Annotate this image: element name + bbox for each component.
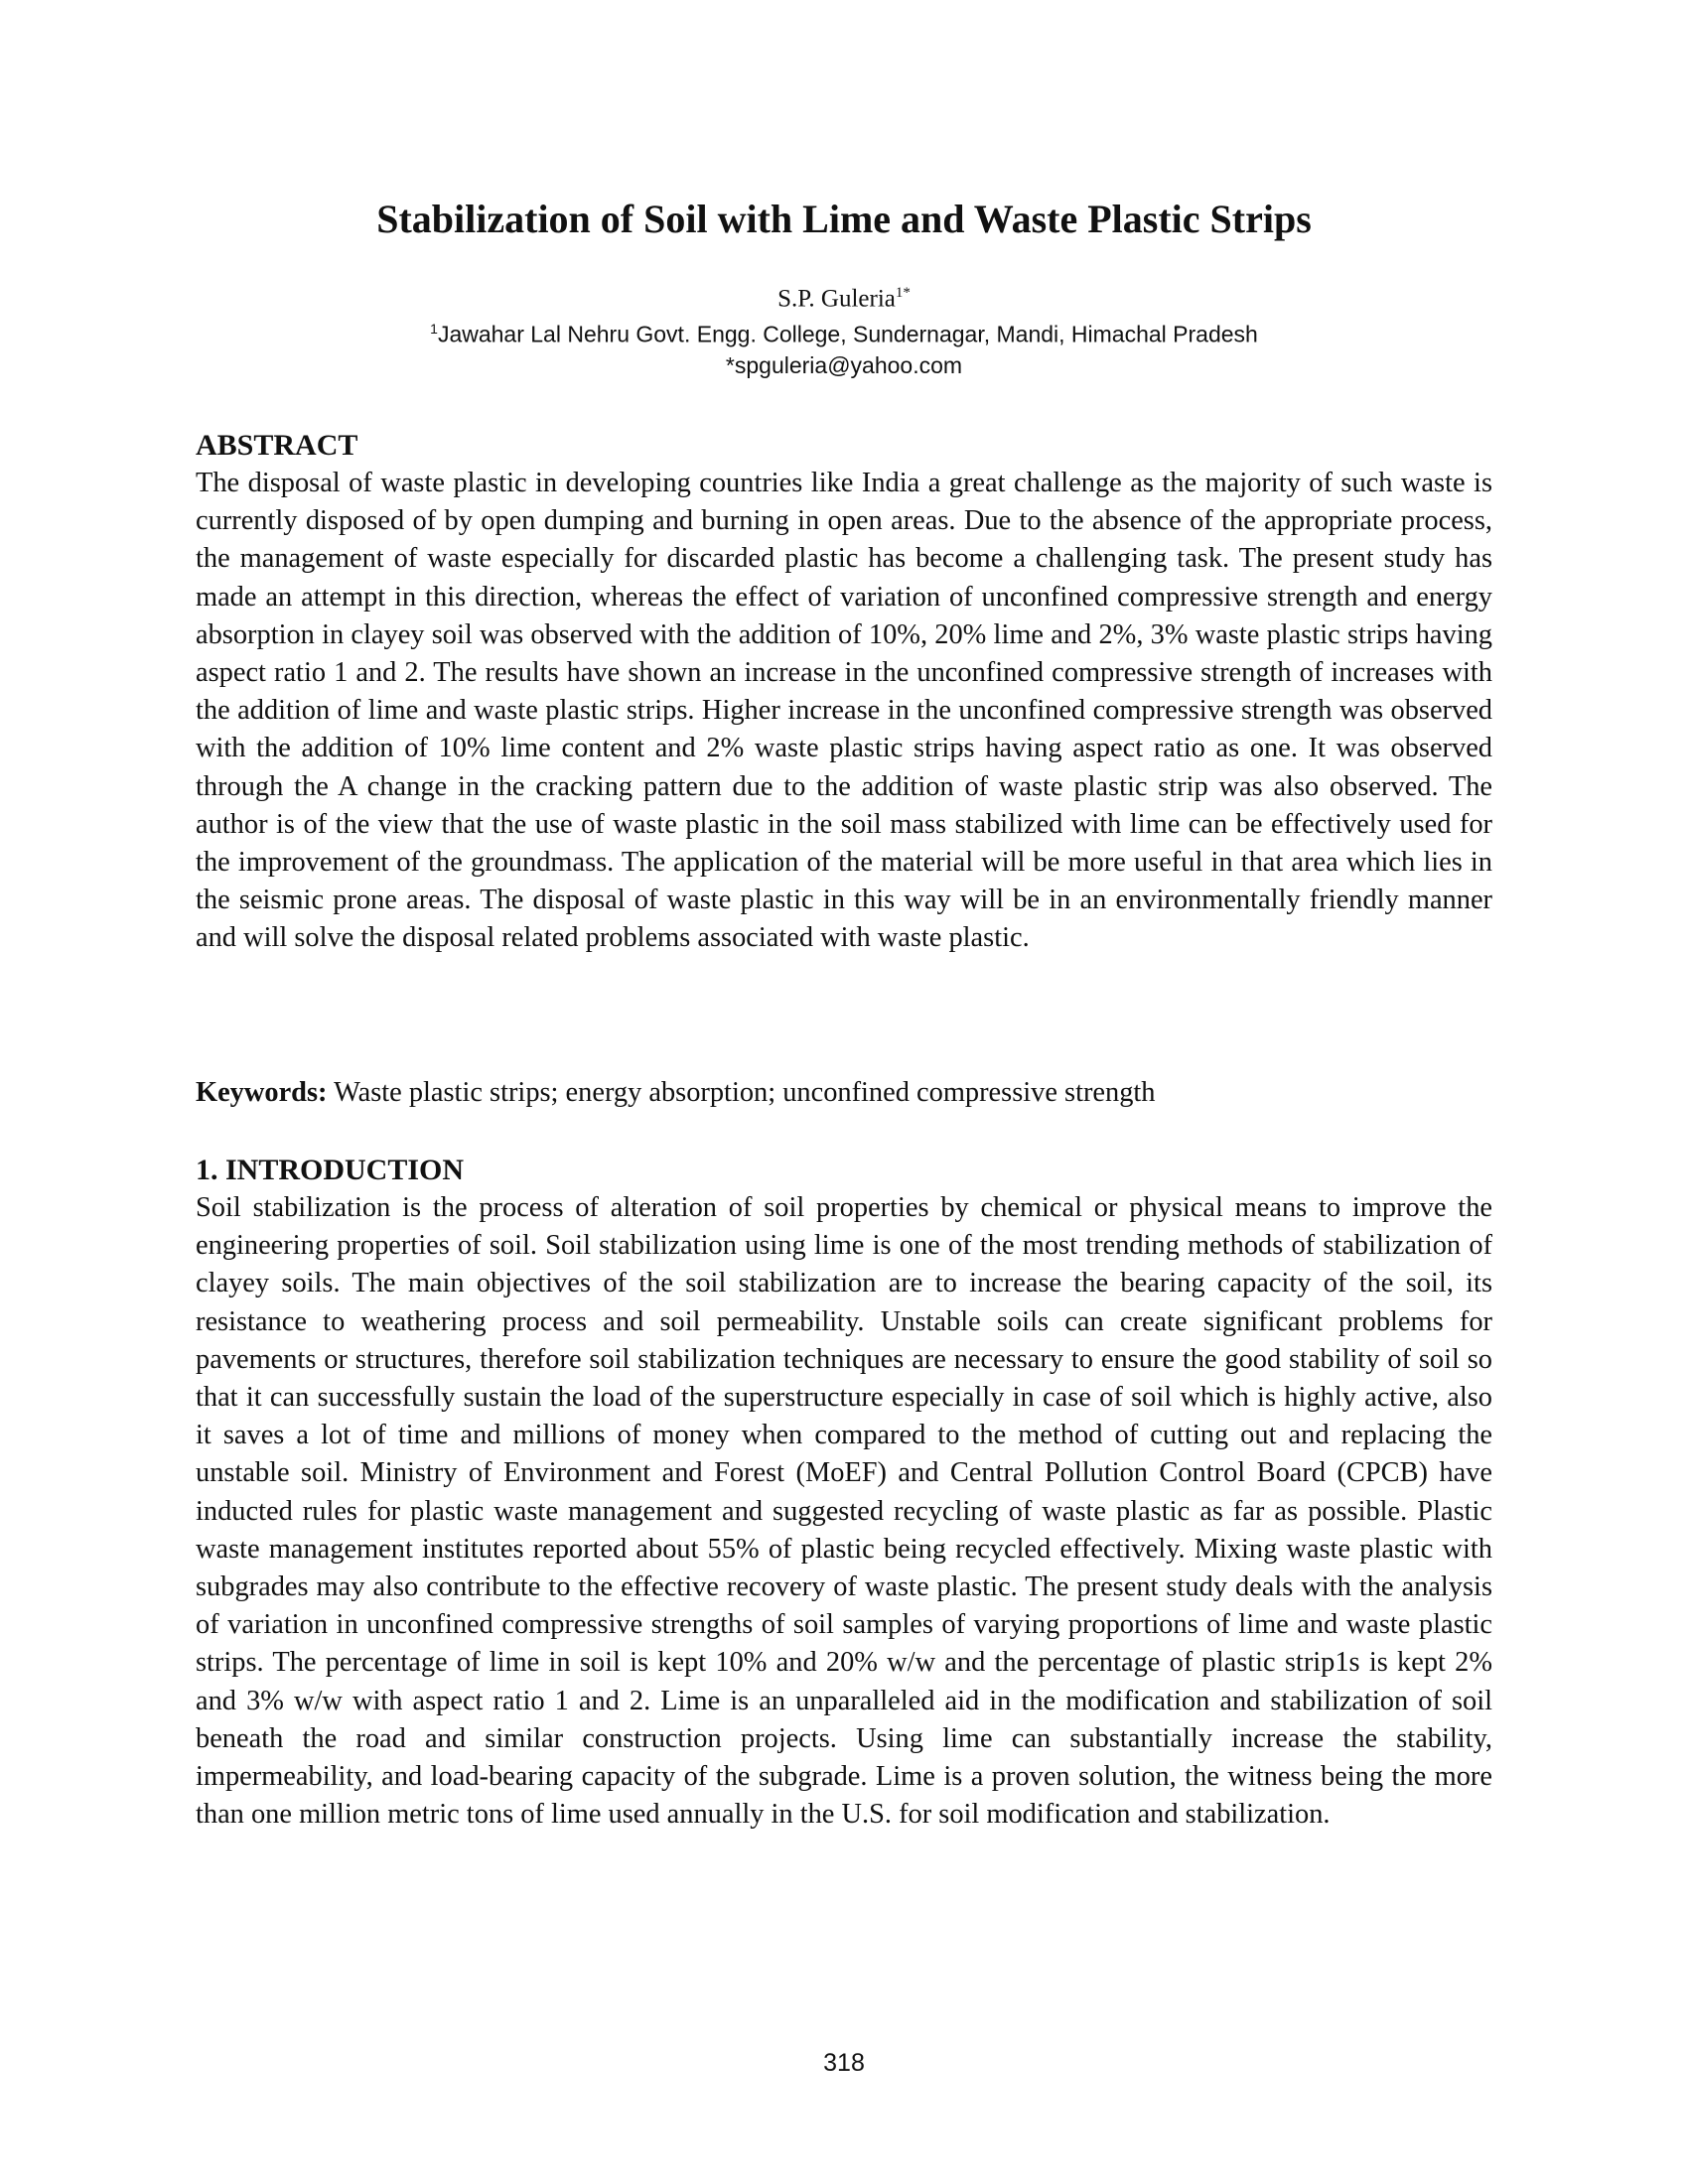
paper-title: Stabilization of Soil with Lime and Waste Plastic Strips xyxy=(376,197,1312,241)
introduction-text: Soil stabilization is the process of alteration of soil properties by chemical or physical means to improve the engineering properties of soil. Soil stabilization using lime is one of the most trending methods of stabilization of clayey soils. The main objectives of the soil stabilization are to increase the bearing capacity of the soil, its resistance to weathering process and soil permeability. Unstable soils can create significant problems for pavements or structures, therefore soil stabilization techniques are necessary to ensure the good stability of soil so that it can successfully sustain the load of the superstructure especially in case of soil which is highly active, also it saves a lot of time and millions of money when compared to the method of cutting out and replacing the unstable soil. Ministry of Environment and Forest (MoEF) and Central Pollution Control Board (CPCB) have inducted rules for plastic waste management and suggested recycling of waste plastic as far as possible. Plastic waste management institutes reported about 55% of plastic being recycled effectively. Mixing waste plastic with subgrades may also contribute to the effective recovery of waste plastic. The present study deals with the analysis of variation in unconfined compressive strengths of soil samples of varying proportions of lime and waste plastic strips. The percentage of lime in soil is kept 10% and 20% w/w and the percentage of plastic strip1s is kept 2% and 3% w/w with aspect ratio 1 and 2. Lime is an unparalleled aid in the modification and stabilization of soil beneath the road and similar construction projects. Using lime can substantially increase the stability, impermeability, and load-bearing capacity of the subgrade. Lime is a proven solution, the witness being the more than one million metric tons of lime used annually in the U.S. for soil modification and stabilization. xyxy=(196,1192,1492,1831)
author-email: *spguleria@yahoo.com xyxy=(725,351,963,378)
affiliation-superscript: 1 xyxy=(430,321,438,338)
abstract-section xyxy=(196,427,1492,958)
affiliation: Jawahar Lal Nehru Govt. Engg. College, Sundernagar, Mandi, Himachal Pradesh xyxy=(437,321,1258,347)
author-name: S.P. Guleria xyxy=(777,285,896,313)
keywords-label: Keywords: xyxy=(196,1077,328,1108)
introduction-section xyxy=(196,1152,1492,1834)
abstract-heading: ABSTRACT xyxy=(196,429,358,462)
keywords-section xyxy=(196,1074,1492,1112)
author-line xyxy=(298,278,1390,314)
abstract-text: The disposal of waste plastic in developing countries like India a great challenge as the majority of such waste is currently disposed of by open dumping and burning in open areas. Due to the absence of the appropriate process, the management of waste especially for discarded plastic has become a challenging task. The present study has made an attempt in this direction, whereas the effect of variation of unconfined compressive strength and energy absorption in clayey soil was observed with the addition of 10%, 20% lime and 2%, 3% waste plastic strips having aspect ratio 1 and 2. The results have shown an increase in the unconfined compressive strength of increases with the addition of lime and waste plastic strips. Higher increase in the unconfined compressive strength was observed with the addition of 10% lime content and 2% waste plastic strips having aspect ratio as one. It was observed through the A change in the cracking pattern due to the addition of waste plastic strip was also observed. The author is of the view that the use of waste plastic in the soil mass stabilized with lime can be effectively used for the improvement of the groundmass. The application of the material will be more useful in that area which lies in the seismic prone areas. The disposal of waste plastic in this way will be in an environmentally friendly manner and will solve the disposal related problems associated with waste plastic. xyxy=(196,468,1492,954)
keywords-text: Waste plastic strips; energy absorption; unconfined compressive strength xyxy=(327,1077,1156,1108)
page-number: 318 xyxy=(823,2049,865,2077)
introduction-heading: 1. INTRODUCTION xyxy=(196,1154,465,1186)
author-superscript: 1* xyxy=(895,285,911,301)
affiliation-line xyxy=(298,314,1390,350)
author-block xyxy=(298,278,1390,381)
keywords-line xyxy=(196,1074,1492,1112)
